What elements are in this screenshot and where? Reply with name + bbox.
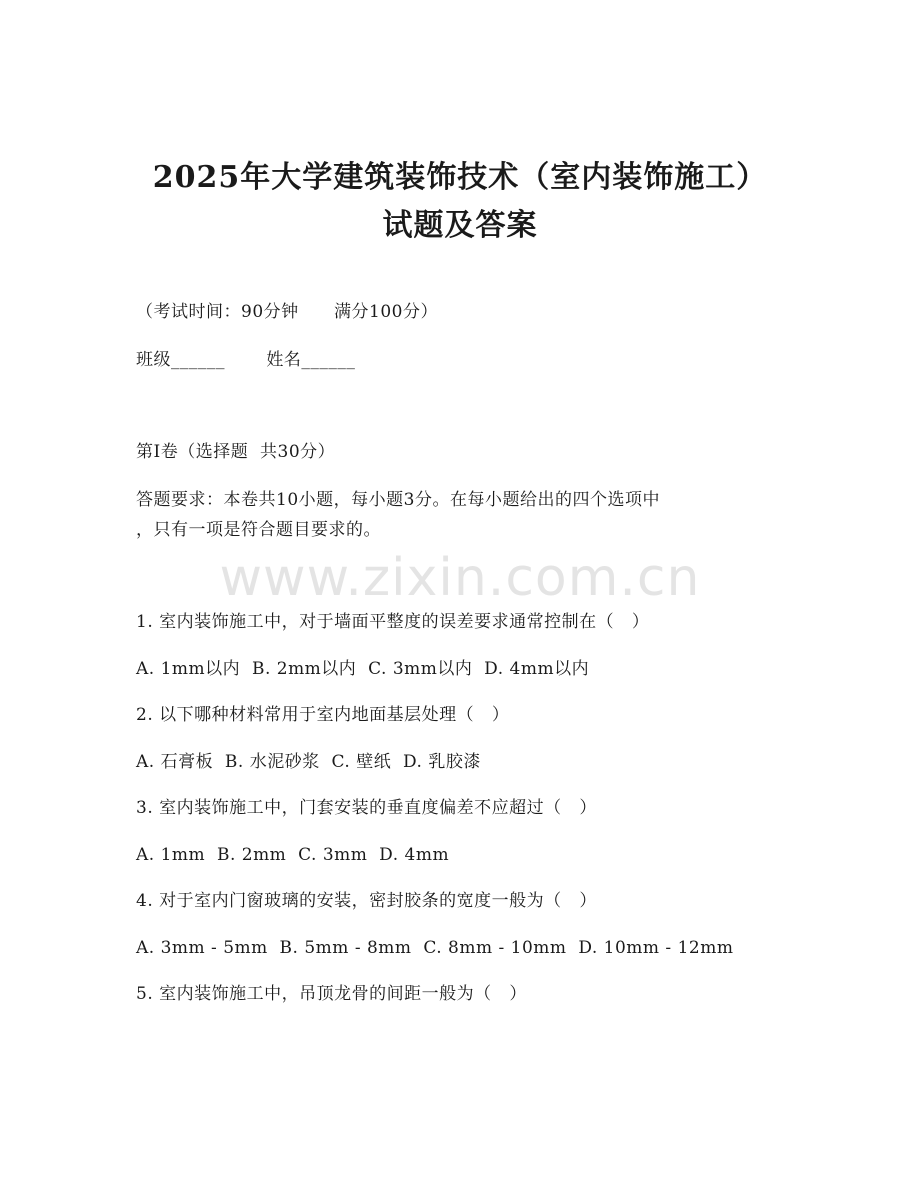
- instructions-line1: 答题要求：本卷共10小题，每小题3分。在每小题给出的四个选项中: [136, 490, 660, 510]
- question-3-options: A. 1mm B. 2mm C. 3mm D. 4mm: [136, 845, 450, 865]
- watermark-text: www.zixin.com.cn: [219, 548, 701, 608]
- exam-info: （考试时间：90分钟 满分100分）: [136, 302, 439, 322]
- class-name-fields: 班级______ 姓名______: [136, 350, 356, 370]
- question-4-options: A. 3mm - 5mm B. 5mm - 8mm C. 8mm - 10mm D. 10mm - 12mm: [136, 938, 734, 958]
- question-1-stem: 1. 室内装饰施工中，对于墙面平整度的误差要求通常控制在（ ）: [136, 612, 650, 632]
- document-title-line1: 2025年大学建筑装饰技术（室内装饰施工）: [152, 160, 768, 195]
- question-2-stem: 2. 以下哪种材料常用于室内地面基层处理（ ）: [136, 705, 510, 725]
- question-3-stem: 3. 室内装饰施工中，门套安装的垂直度偏差不应超过（ ）: [136, 798, 597, 818]
- section-header: 第I卷（选择题 共30分）: [136, 442, 336, 462]
- instructions-line2: ，只有一项是符合题目要求的。: [136, 520, 381, 540]
- question-5-stem: 5. 室内装饰施工中，吊顶龙骨的间距一般为（ ）: [136, 984, 527, 1004]
- question-4-stem: 4. 对于室内门窗玻璃的安装，密封胶条的宽度一般为（ ）: [136, 891, 597, 911]
- question-2-options: A. 石膏板 B. 水泥砂浆 C. 壁纸 D. 乳胶漆: [136, 752, 481, 772]
- question-1-options: A. 1mm以内 B. 2mm以内 C. 3mm以内 D. 4mm以内: [136, 659, 590, 679]
- document-title-line2: 试题及答案: [382, 208, 538, 243]
